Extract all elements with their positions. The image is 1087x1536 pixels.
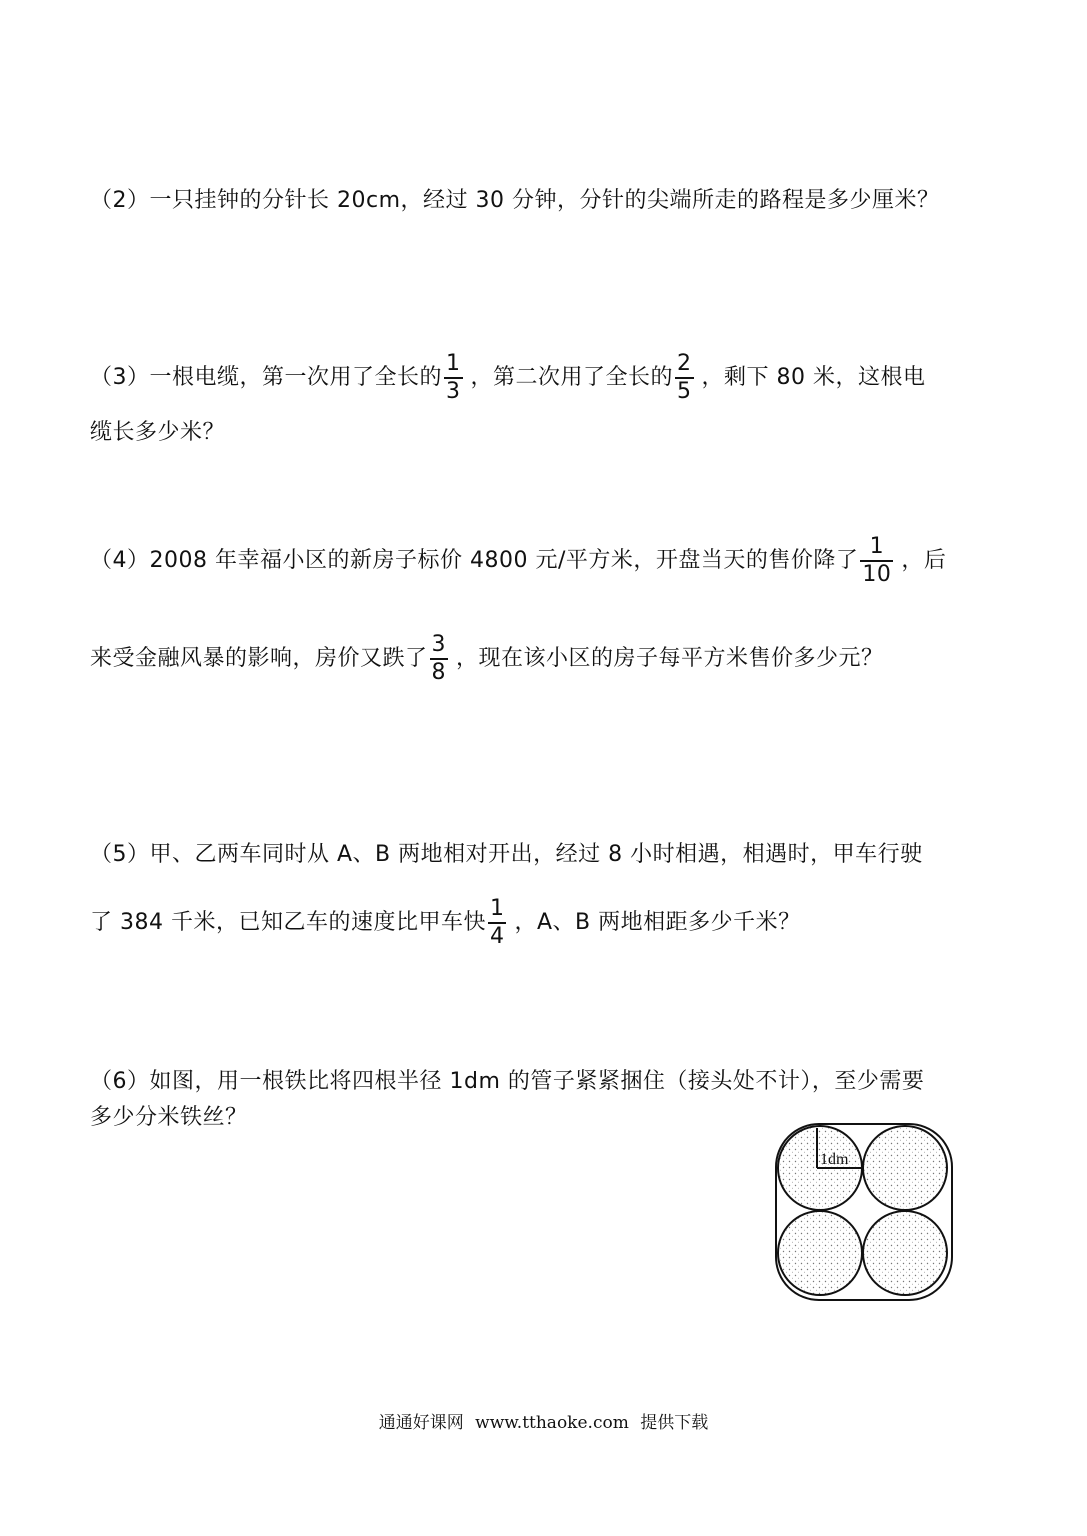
pipe-bottom-left bbox=[778, 1211, 862, 1295]
problem-3-line-2 bbox=[90, 418, 225, 448]
footer-site-name: 通通好课网 bbox=[378, 1413, 464, 1433]
problem-6-text-line-2: 多少分米铁丝？ bbox=[90, 1105, 248, 1130]
problem-3-text-line-2: 缆长多少米？ bbox=[90, 420, 226, 445]
footer-url[interactable]: www.tthaoke.com bbox=[475, 1413, 629, 1433]
fraction-one-tenth: $\frac{1}{10}$ bbox=[862, 534, 892, 587]
problem-4-text-line2-b: ，现在该小区的房子每平方米售价多少元？ bbox=[456, 646, 884, 671]
problem-5-line-2 bbox=[90, 897, 801, 949]
problem-5-text: （5）甲、乙两车同时从 A、B 两地相对开出，经过 8 小时相遇，相遇时，甲车行驶 bbox=[90, 842, 923, 867]
problem-3-line-1 bbox=[90, 352, 926, 404]
fraction-three-eighths: $\frac{3}{8}$ bbox=[431, 632, 447, 685]
fraction-two-fifths: $\frac{2}{5}$ bbox=[677, 351, 692, 404]
problem-3-text-b: ，第二次用了全长的 bbox=[470, 365, 674, 390]
footer bbox=[0, 1408, 1087, 1433]
problem-5-line-1 bbox=[90, 840, 923, 870]
problem-6-line-2 bbox=[90, 1103, 248, 1133]
problem-4-line-1 bbox=[90, 535, 946, 587]
problem-3-text-a: （3）一根电缆，第一次用了全长的 bbox=[90, 365, 442, 390]
problem-4-line-2 bbox=[90, 633, 884, 685]
pipes-bundle-figure bbox=[770, 1118, 960, 1308]
pipe-bottom-right bbox=[863, 1211, 947, 1295]
problem-2 bbox=[90, 186, 940, 216]
radius-label: 1dm bbox=[820, 1151, 849, 1168]
problem-5-text-line2-a: 了 384 千米，已知乙车的速度比甲车快 bbox=[90, 910, 486, 935]
fraction-one-quarter: $\frac{1}{4}$ bbox=[489, 896, 505, 949]
problem-4-text-a: （4）2008 年幸福小区的新房子标价 4800 元/平方米，开盘当天的售价降了 bbox=[90, 548, 859, 573]
problem-4-text-line2-a: 来受金融风暴的影响，房价又跌了 bbox=[90, 646, 428, 671]
problem-6-line-1 bbox=[90, 1067, 924, 1097]
problem-5-text-line2-b: ，A、B 两地相距多少千米？ bbox=[514, 910, 801, 935]
footer-suffix: 提供下载 bbox=[640, 1413, 709, 1433]
pipe-top-right bbox=[863, 1126, 947, 1210]
problem-4-text-b: ，后 bbox=[901, 548, 947, 573]
problem-2-text: （2）一只挂钟的分针长 20cm，经过 30 分钟，分针的尖端所走的路程是多少厘米？ bbox=[90, 188, 940, 213]
problem-6-text: （6）如图，用一根铁比将四根半径 1dm 的管子紧紧捆住（接头处不计），至少需要 bbox=[90, 1069, 925, 1094]
fraction-one-third: $\frac{1}{3}$ bbox=[446, 351, 461, 404]
problem-3-text-c: ，剩下 80 米，这根电 bbox=[701, 365, 926, 390]
